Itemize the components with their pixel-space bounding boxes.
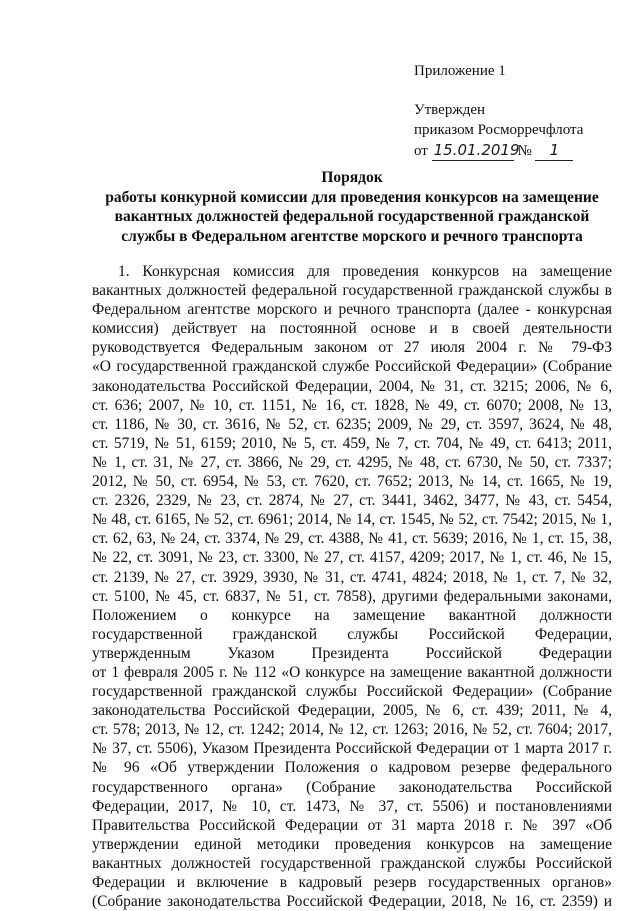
body-text-line: Федерации и включение в кадровый резерв государственных органов» (92, 874, 612, 891)
number-label: № (517, 143, 532, 159)
body-text-line: 1. Конкурсная комиссия для проведения конкурсов на замещение (118, 263, 612, 280)
body-text-line: ст. 5719, № 51, 6159; 2010, № 5, ст. 459, № 7, ст. 704, № 49, ст. 6413; 2011, (92, 434, 612, 452)
title-line: службы в Федеральном агентстве морского и речного транспорта (121, 227, 583, 245)
body-text-line: комиссия) действует на постоянной основе и в своей деятельности (92, 320, 612, 338)
body-text-line: государственного органа» (Собрание законодательства Российской (92, 778, 612, 796)
body-text-line: руководствуется Федеральным законом от 27 июля 2004 г. № 79-ФЗ (92, 339, 612, 357)
body-text-line: «О государственной гражданской службе Российской Федерации» (Собрание (92, 358, 612, 376)
title-line: вакантных должностей федеральной государственной гражданской (114, 208, 590, 225)
body-text-line: № 37, ст. 5506), Указом Президента Российской Федерации от 1 марта 2017 г. (92, 740, 612, 758)
body-text-line: (Собрание законодательства Российской Федерации, 2018, № 16, ст. 2359) и (92, 893, 612, 911)
body-text-line: законодательства Российской Федерации, 2005, № 6, ст. 439; 2011, № 4, (92, 702, 612, 720)
body-text-line: законодательства Российской Федерации, 2004, № 31, ст. 3215; 2006, № 6, (92, 377, 612, 395)
handwritten-date: 15.01.2019 (433, 141, 520, 159)
paragraph-1 (92, 262, 612, 911)
approved-label: Утвержден (414, 102, 486, 118)
body-text-line: № 22, ст. 3091, № 23, ст. 3300, № 27, ст. 4157, 4209; 2017, № 1, ст. 46, № 15, (92, 549, 612, 567)
body-text-line: государственной гражданской службы Российской Федерации» (Собрание (92, 683, 612, 701)
title-line: работы конкурной комиссии для проведения конкурсов на замещение (105, 188, 599, 206)
body-text-line: утвержденным Указом Президента Российской Федерации (92, 644, 612, 662)
handwritten-number: 1 (535, 140, 573, 161)
body-text-line: Правительства Российской Федерации от 31 марта 2018 г. № 397 «Об (92, 816, 612, 834)
body-text-line: Федерации, 2017, № 10, ст. 1473, № 37, ст. 5506) и постановлениями (92, 797, 612, 815)
body-text-line: ст. 5100, № 45, ст. 6837, № 51, ст. 7858), другими федеральными законами, (92, 587, 612, 605)
body-text-line: ст. 62, 63, № 24, ст. 3374, № 29, ст. 4388, № 41, ст. 5639; 2016, № 1, ст. 15, 38, (92, 530, 612, 548)
appendix-label: Приложение 1 (414, 63, 506, 79)
body-text-line: Положением о конкурсе на замещение вакантной должности (92, 606, 612, 624)
body-text-line: ст. 636; 2007, № 10, ст. 1151, № 16, ст. 1828, № 49, ст. 6070; 2008, № 13, (92, 396, 612, 414)
title-line: Порядок (321, 169, 383, 186)
body-text-line: от 1 февраля 2005 г. № 112 «О конкурсе на замещение вакантной должности (92, 663, 612, 681)
approval-block (414, 100, 583, 161)
body-text-line: вакантных должностей федеральной государственной гражданской службы в (92, 282, 612, 300)
body-text-line: 2012, № 50, ст. 6954, № 53, ст. 7620, ст. 7652; 2013, № 14, ст. 1665, № 19, (92, 473, 612, 491)
from-label: от (414, 143, 428, 159)
body-text-line: ст. 578; 2013, № 12, ст. 1242; 2014, № 12, ст. 1263; 2016, № 52, ст. 7604; 2017, (92, 721, 612, 739)
body-text-line: утверждении единой методики проведения конкурсов на замещение (92, 835, 612, 853)
approved-by-order: приказом Росморречфлота (414, 122, 584, 138)
body-text-line: № 48, ст. 6165, № 52, ст. 6961; 2014, № 14, ст. 1545, № 52, ст. 7542; 2015, № 1, (92, 511, 612, 529)
body-text-line: Федеральном агентстве морского и речного транспорта (далее - конкурсная (92, 301, 612, 319)
body-text-line: № 1, ст. 31, № 27, ст. 3866, № 29, ст. 4295, № 48, ст. 6730, № 50, ст. 7337; (92, 453, 612, 471)
body-text-line: ст. 2139, № 27, ст. 3929, 3930, № 31, ст. 4741, 4824; 2018, № 1, ст. 7, № 32, (92, 568, 612, 586)
body-text-line: вакантных должностей государственной гражданской службы Российской (92, 854, 612, 872)
document-title (92, 168, 612, 246)
body-text-line: ст. 1186, № 30, ст. 3616, № 52, ст. 6235; 2009, № 29, ст. 3597, 3624, № 48, (92, 415, 612, 433)
approval-date-line (414, 140, 583, 161)
body-text-line: № 96 «Об утверждении Положения о кадровом резерве федерального (92, 759, 612, 777)
body-text-line: ст. 2326, 2329, № 23, ст. 2874, № 27, ст. 3441, 3462, 3477, № 43, ст. 5454, (92, 492, 612, 510)
body-text-line: государственной гражданской службы Российской Федерации, (92, 625, 612, 643)
